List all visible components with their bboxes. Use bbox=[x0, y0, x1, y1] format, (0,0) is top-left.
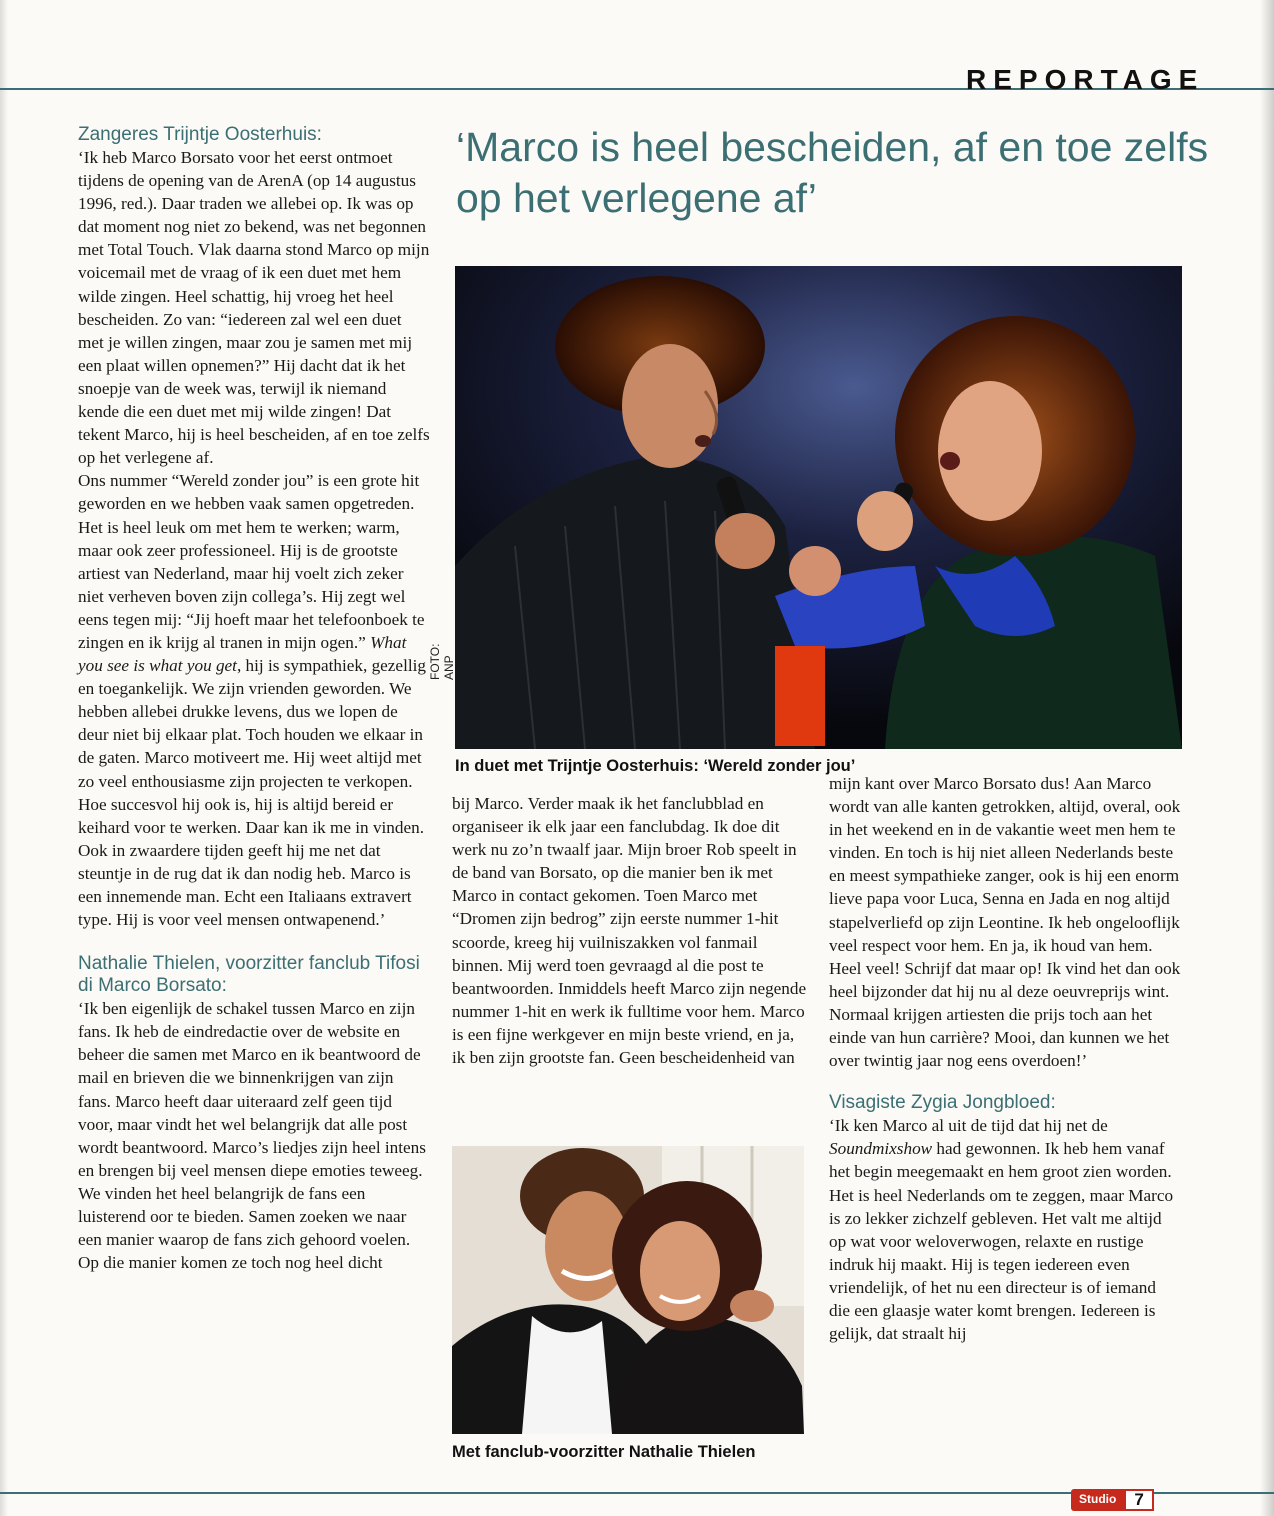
article-column-3 bbox=[829, 772, 1181, 1345]
paragraph: ‘Ik heb Marco Borsato voor het eerst ontmoet tijdens de opening van de ArenA (op 14 augustus 1996, red.). Daar traden we allebei op. Ik was op dat moment nog niet zo bekend, was net begonnen met Total Touch. Vlak daarna stond Marco op mijn voicemail met de vraag of ik een duet met hem wilde zingen. Heel schattig, hij vroeg het heel bescheiden. Zo van: “iedereen zal wel een duet met je willen zingen, maar zou je samen met mij een plaat willen opnemen?” Hij dacht dat ik het snoepje van de week was, terwijl ik niemand kende die een duet met mij wilde zingen! Dat tekent Marco, hij is heel bescheiden, af en toe zelfs op het verlegene af. bbox=[78, 148, 430, 468]
page-number: 7 bbox=[1124, 1489, 1153, 1511]
concert-duet-photo bbox=[455, 266, 1182, 749]
show-title: Soundmixshow bbox=[829, 1139, 933, 1159]
paragraph: bij Marco. Verder maak ik het fanclubblad en organiseer ik elk jaar een fanclubdag. Ik doe dit werk nu zo’n twaalf jaar. Mijn broer Rob speelt in de band van Borsato, op die manier ben ik met Marco in contact gekomen. Toen Marco met “Dromen zijn bedrog” zijn eerste nummer 1-hit scoorde, kreeg hij vuilniszakken vol fanmail binnen. Mij werd toen gevraagd al die post te beantwoorden. Inmiddels heeft Marco zijn negende nummer 1-hit en werk ik fulltime voor hem. Marco is een fijne werkgever en mijn beste vriend, en ja, ik ben zijn grootste fan. Geen bescheidenheid van bbox=[452, 794, 807, 1068]
fanclub-photo bbox=[452, 1146, 804, 1434]
page-gutter-shadow bbox=[0, 0, 8, 1516]
pull-quote: ‘Marco is heel bescheiden, af en toe zelfs op het verlegene af’ bbox=[456, 124, 1209, 221]
article-column-2 bbox=[452, 792, 808, 1069]
interviewee-heading-thielen: Nathalie Thielen, voorzitter fanclub Tifosi di Marco Borsato: bbox=[78, 953, 420, 997]
quoted-phrase: What you see is what you get bbox=[78, 632, 407, 676]
page-footer bbox=[1071, 1489, 1154, 1511]
photo-caption-duet: In duet met Trijntje Oosterhuis: ‘Wereld zonder jou’ bbox=[455, 757, 856, 775]
section-label: REPORTAGE bbox=[966, 64, 1205, 95]
interviewee-heading-jongbloed: Visagiste Zygia Jongbloed: bbox=[829, 1092, 1056, 1114]
paragraph: ‘Ik ken Marco al uit de tijd dat hij net de Soundmixshow had gewonnen. Ik heb hem vanaf het begin meegemaakt en hem groot zien worden. Het is heel Nederlands om te zeggen, maar Marco is zo lekker zichzelf gebleven. Het valt me altijd op wat voor weloverwogen, relaxte en rustige indruk hij maakt. Hij is tegen iedereen even vriendelijk, of het nu een directeur is of iemand die een glaasje water komt brengen. Iedereen is gelijk, dat straalt hij bbox=[829, 1116, 1174, 1344]
article-column-1 bbox=[78, 124, 430, 1274]
paragraph: ‘Ik ben eigenlijk de schakel tussen Marco en zijn fans. Ik heb de eindredactie over de website en beheer die samen met Marco en ik beantwoord de mail en brieven die we binnenkrijgen van zijn fans. Marco heeft daar uiteraard zelf geen tijd voor, maar vindt het wel belangrijk dat alle post wordt beantwoord. Marco’s liedjes zijn heel intens en brengen bij veel mensen diepe emoties teweeg. We vinden het heel belangrijk de fans een luisterend oor te bieden. Samen zoeken we naar een manier waarop de fans zich gehoord voelen. Op die manier komen ze toch nog heel dicht bbox=[78, 999, 426, 1273]
interviewee-heading-oosterhuis: Zangeres Trijntje Oosterhuis: bbox=[78, 124, 322, 145]
paragraph: mijn kant over Marco Borsato dus! Aan Marco wordt van alle kanten getrokken, altijd, overal, ook in het weekend en in de vakantie weet men hem te vinden. En toch is hij niet alleen Nederlands beste en meest sympathieke zanger, ook is hij een enorm lieve papa voor Luca, Senna en Jada en nog altijd stapelverliefd op zijn Leontine. Ik heb ongelooflijk veel respect voor hem. En ja, ik houd van hem. Heel veel! Schrijf dat maar op! Ik vind het dan ook heel bijzonder dat hij nu al deze oeuvreprijs wint. Normaal krijgen artiesten die prijs toch aan het einde van hun carrière? Mooi, dan kunnen we het over twintig jaar nog eens overdoen!’ bbox=[829, 774, 1181, 1071]
paragraph: Ons nummer “Wereld zonder jou” is een grote hit geworden en we hebben vaak samen opgetreden. Het is heel leuk om met hem te werken; warm, maar ook zeer professioneel. Hij is de grootste artiest van Nederland, maar hij voelt zich zeker niet verheven boven zijn collega’s. Hij zegt wel eens tegen mij: “Jij hoeft maar het telefoonboek te zingen en ik krijg al tranen in mijn ogen.” What you see is what you get, hij is sympathiek, gezellig en toegankelijk. We zijn vrienden geworden. We hebben allebei drukke levens, dus we lopen de deur niet bij elkaar plat. Toch houden we elkaar in de gaten. Marco motiveert me. Hij weet altijd met zo veel enthousiasme zijn projecten te verkopen. Hoe succesvol hij ook is, hij is altijd bereid er keihard voor te werken. Daar kan ik me in vinden. Ook in zwaardere tijden geeft hij me net dat steuntje in de rug dat ik dan nodig heb. Marco is een innemende man. Echt een Italiaans extravert type. Hij is voor veel mensen ontwapenend.’ bbox=[78, 471, 426, 930]
page-edge-shadow bbox=[1260, 0, 1274, 1516]
photo-credit: FOTO: ANP bbox=[428, 643, 456, 680]
magazine-name: Studio bbox=[1071, 1489, 1124, 1511]
photo-caption-fanclub: Met fanclub-voorzitter Nathalie Thielen bbox=[452, 1443, 756, 1461]
